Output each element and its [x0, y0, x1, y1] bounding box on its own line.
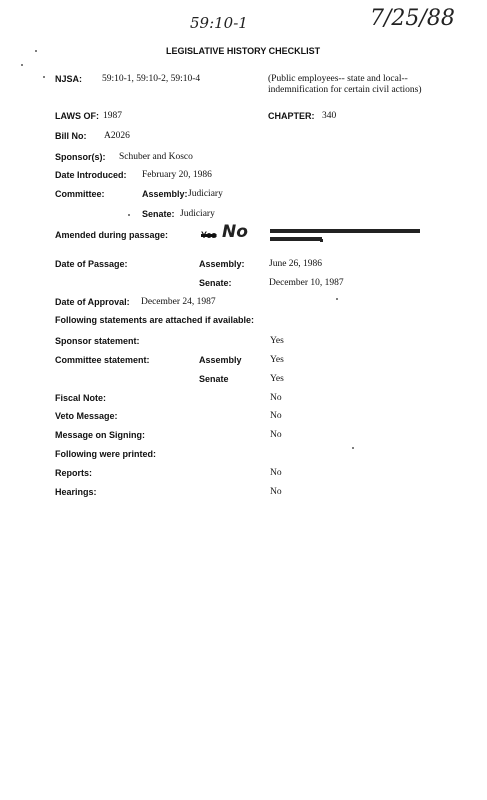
- laws-of-value: 1987: [103, 111, 122, 121]
- committee-statement-label: Committee statement:: [55, 355, 150, 365]
- passage-assembly-label: Assembly:: [199, 259, 245, 269]
- approval-label: Date of Approval:: [55, 297, 130, 307]
- bill-no-value: A2026: [104, 131, 130, 141]
- handwritten-code: 59:10-1: [190, 14, 248, 32]
- date-introduced-label: Date Introduced:: [55, 170, 127, 180]
- passage-senate-label: Senate:: [199, 278, 232, 288]
- njsa-value: 59:10-1, 59:10-2, 59:10-4: [102, 74, 201, 84]
- scan-speck: [21, 64, 23, 66]
- passage-senate-value: December 10, 1987: [269, 278, 344, 288]
- veto-message-value: No: [270, 411, 282, 421]
- date-introduced-value: February 20, 1986: [142, 170, 212, 180]
- committee-statement-assembly-value: Yes: [270, 355, 284, 365]
- amended-struck-mark: Yes: [201, 230, 217, 240]
- scan-speck: [35, 50, 37, 52]
- sponsors-label: Sponsor(s):: [55, 152, 106, 162]
- printed-heading: Following were printed:: [55, 449, 156, 459]
- fiscal-note-label: Fiscal Note:: [55, 393, 107, 403]
- veto-message-label: Veto Message:: [55, 411, 118, 421]
- reports-value: No: [270, 468, 282, 478]
- committee-statement-senate-label: Senate: [199, 374, 229, 384]
- reports-label: Reports:: [55, 468, 93, 478]
- njsa-note: (Public employees-- state and local-- indemnification for certain civil actions): [268, 74, 422, 95]
- chapter-value: 340: [322, 111, 337, 121]
- page-title: LEGISLATIVE HISTORY CHECKLIST: [166, 46, 321, 56]
- sponsors-value: Schuber and Kosco: [119, 152, 193, 162]
- amended-label: Amended during passage:: [55, 230, 169, 240]
- scan-speck: [43, 76, 45, 78]
- chapter-label: CHAPTER:: [268, 111, 315, 121]
- njsa-label: NJSA:: [55, 74, 83, 84]
- scan-speck: [336, 298, 338, 300]
- redaction-strikeout: [270, 227, 422, 245]
- scan-speck: [352, 447, 354, 449]
- handwritten-date: 7/25/88: [370, 6, 455, 31]
- fiscal-note-value: No: [270, 393, 282, 403]
- hearings-label: Hearings:: [55, 487, 97, 497]
- statements-heading: Following statements are attached if available:: [55, 315, 255, 325]
- committee-assembly-value: Judiciary: [188, 189, 223, 199]
- committee-label: Committee:: [55, 189, 105, 199]
- committee-senate-label: Senate:: [142, 209, 175, 219]
- hearings-value: No: [270, 487, 282, 497]
- committee-statement-assembly-label: Assembly: [199, 355, 242, 365]
- approval-value: December 24, 1987: [141, 297, 216, 307]
- laws-of-label: LAWS OF:: [55, 111, 99, 121]
- committee-senate-value: Judiciary: [180, 209, 215, 219]
- committee-statement-senate-value: Yes: [270, 374, 284, 384]
- bill-no-label: Bill No:: [55, 131, 87, 141]
- committee-assembly-label: Assembly:: [142, 189, 188, 199]
- passage-label: Date of Passage:: [55, 259, 128, 269]
- sponsor-statement-label: Sponsor statement:: [55, 336, 140, 346]
- message-on-signing-value: No: [270, 430, 282, 440]
- passage-assembly-value: June 26, 1986: [269, 259, 323, 269]
- scan-speck: [128, 214, 130, 216]
- message-on-signing-label: Message on Signing:: [55, 430, 146, 440]
- sponsor-statement-value: Yes: [270, 336, 284, 346]
- handwritten-no: No: [222, 222, 248, 242]
